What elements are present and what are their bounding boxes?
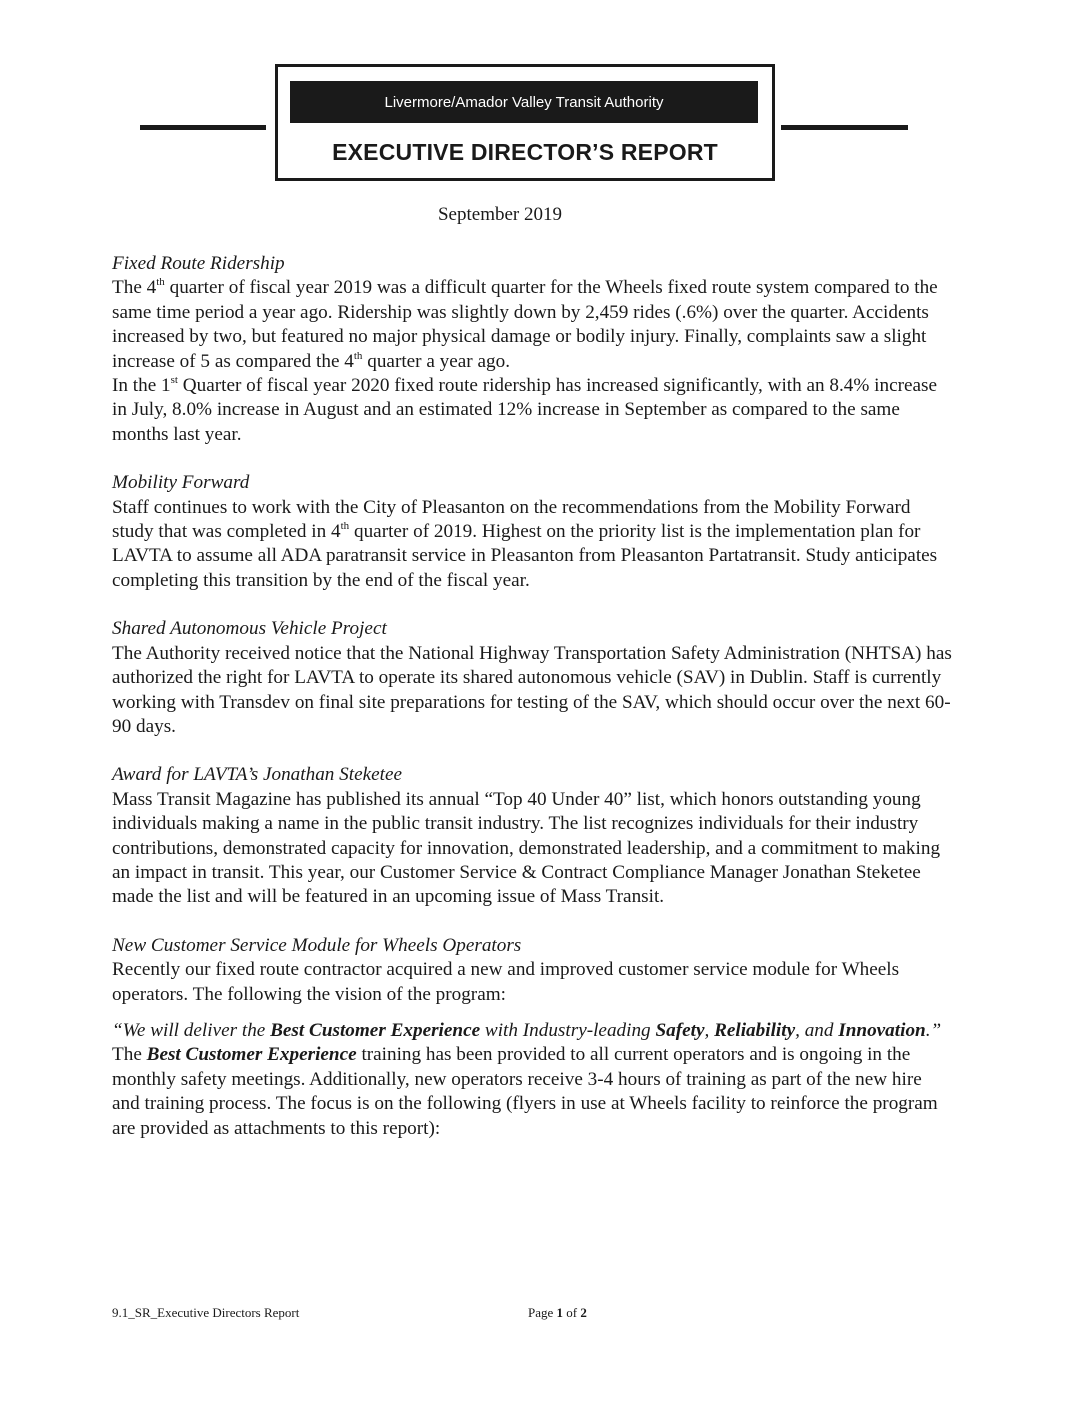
section-heading: New Customer Service Module for Wheels Operators <box>112 934 522 956</box>
paragraph: Recently our fixed route contractor acquired a new and improved customer service module for Wheels operators. The following the vision of the program: <box>112 959 900 1005</box>
ordinal-suffix: th <box>156 276 165 289</box>
text-run: Page <box>528 1305 557 1320</box>
vision-quote <box>112 1019 952 1043</box>
text-run: of <box>563 1305 581 1320</box>
emphasis: Best Customer Experience <box>146 1044 357 1066</box>
text-run: “We will deliver the <box>112 1019 271 1041</box>
section-heading: Mobility Forward <box>112 472 250 494</box>
text-run: The <box>112 1044 147 1066</box>
paragraph <box>112 276 952 374</box>
section-shared-autonomous-vehicle <box>112 617 952 739</box>
text-run: training has been provided to all current operators and is ongoing in the monthly safety meetings. Additionally, new operators receive 3-4 hours of training as part of the new hire and training process. The focus is on the following (flyers in use at Wheels facility to reinforce the program are provided as attachments to this report): <box>112 1044 938 1139</box>
header-rule-right <box>781 125 908 130</box>
emphasis: Reliability <box>714 1019 796 1041</box>
report-header <box>275 64 775 181</box>
paragraph <box>112 496 952 594</box>
footer-doc-id: 9.1_SR_Executive Directors Report <box>112 1305 300 1320</box>
paragraph <box>112 1043 952 1141</box>
header-rule-left <box>140 125 266 130</box>
section-heading: Shared Autonomous Vehicle Project <box>112 618 387 640</box>
paragraph <box>112 374 952 447</box>
section-heading: Fixed Route Ridership <box>112 253 285 274</box>
report-date: September 2019 <box>437 204 562 225</box>
section-fixed-route-ridership <box>112 252 952 447</box>
text-run: In the 1 <box>112 375 171 397</box>
text-run: , <box>704 1019 715 1041</box>
section-award <box>112 763 952 909</box>
text-run: The 4 <box>112 277 157 299</box>
ordinal-suffix: th <box>353 349 363 362</box>
section-customer-service-module <box>112 934 952 1141</box>
emphasis: Safety <box>655 1019 705 1041</box>
text-run: quarter of fiscal year 2019 was a difficult quarter for the Wheels fixed route system compared to the same time period a year ago. Ridership was slightly down by 2,459 rides (.6%) over the quarter. Accidents increased by two, but featured no major physical damage or bodily injury. Finally, complaints saw a slight increase of 5 as compared the 4 <box>112 277 938 372</box>
text-run: Quarter of fiscal year 2020 fixed route ridership has increased significantly, with an 8.4% increase in July, 8.0% increase in August and an estimated 12% increase in September as compared to the same months last year. <box>112 375 938 445</box>
total-pages: 2 <box>580 1305 587 1320</box>
org-name: Livermore/Amador Valley Transit Authority <box>290 81 758 123</box>
text-run: .” <box>925 1019 942 1041</box>
footer-page-number <box>528 1305 587 1321</box>
section-mobility-forward <box>112 471 952 593</box>
report-title: EXECUTIVE DIRECTOR’S REPORT <box>332 139 718 165</box>
report-body <box>112 252 952 1165</box>
text-run: with Industry-leading <box>480 1019 656 1041</box>
text-run: quarter a year ago. <box>362 350 510 372</box>
paragraph: The Authority received notice that the National Highway Transportation Safety Administration (NHTSA) has authorized the right for LAVTA to operate its shared autonomous vehicle (SAV) in Dublin. Staff is currently working with Transdev on final site preparations for testing of the SAV, which should occur over the next 60-90 days. <box>112 642 952 737</box>
text-run: , and <box>795 1019 839 1041</box>
ordinal-suffix: st <box>170 374 178 387</box>
current-page: 1 <box>556 1305 564 1320</box>
section-heading: Award for LAVTA’s Jonathan Steketee <box>112 764 403 786</box>
emphasis: Best Customer Experience <box>270 1019 481 1041</box>
emphasis: Innovation <box>838 1019 926 1041</box>
text-run: Staff continues to work with the City of Pleasanton on the recommendations from the Mobility Forward study that was completed in 4 <box>112 496 911 543</box>
text-run: quarter of 2019. Highest on the priority list is the implementation plan for LAVTA to assume all ADA paratransit service in Pleasanton from Pleasanton Partatransit. Study anticipates completing this transition by the end of the fiscal year. <box>112 521 938 591</box>
paragraph: Mass Transit Magazine has published its annual “Top 40 Under 40” list, which honors outstanding young individuals making a name in the public transit industry. The list recognizes individuals for their industry contributions, demonstrated capacity for innovation, demonstrated leadership, and a commitment to making an impact in transit. This year, our Customer Service & Contract Compliance Manager Jonathan Steketee made the list and will be featured in an upcoming issue of Mass Transit. <box>112 788 941 908</box>
ordinal-suffix: th <box>340 520 350 533</box>
